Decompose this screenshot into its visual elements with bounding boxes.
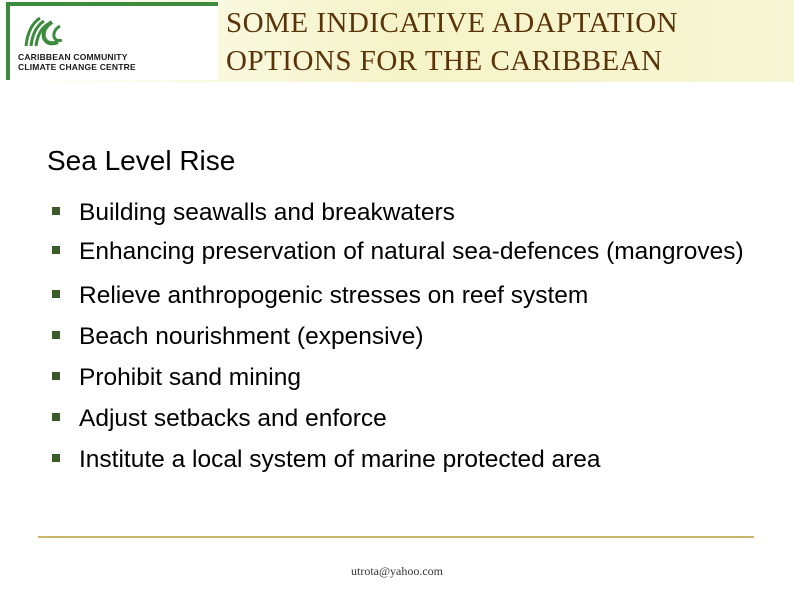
bullet-item xyxy=(47,275,767,316)
logo-text xyxy=(18,52,136,72)
bullet-text: Building seawalls and breakwaters xyxy=(79,199,455,226)
logo-text-line2: CLIMATE CHANGE CENTRE xyxy=(18,62,136,72)
logo-text-line1: CARIBBEAN COMMUNITY xyxy=(18,52,128,62)
bullet-text: Beach nourishment (expensive) xyxy=(79,322,424,350)
square-bullet-icon xyxy=(52,331,60,339)
bullet-item xyxy=(47,439,767,480)
bullet-text: Institute a local system of marine protected area xyxy=(79,445,601,473)
bullet-item xyxy=(47,357,767,398)
bullet-item xyxy=(47,316,767,357)
bullet-text: Prohibit sand mining xyxy=(79,363,301,391)
slide-title-line2: OPTIONS FOR THE CARIBBEAN xyxy=(226,45,663,77)
square-bullet-icon xyxy=(52,372,60,380)
logo-border-top xyxy=(6,2,218,6)
bullet-item xyxy=(47,233,767,275)
bullet-text: Enhancing preservation of natural sea-defences (mangroves) xyxy=(79,238,744,265)
bullet-text: Relieve anthropogenic stresses on reef system xyxy=(79,281,589,309)
bullet-item xyxy=(47,192,767,233)
square-bullet-icon xyxy=(52,246,60,254)
square-bullet-icon xyxy=(52,413,60,421)
footer-email: utrota@yahoo.com xyxy=(350,564,444,578)
slide-title-line1: SOME INDICATIVE ADAPTATION xyxy=(226,7,679,39)
section-heading: Sea Level Rise xyxy=(47,145,236,176)
footer-divider xyxy=(38,536,754,538)
square-bullet-icon xyxy=(52,290,60,298)
square-bullet-icon xyxy=(52,207,60,215)
logo-border-left xyxy=(6,2,10,80)
slide-title xyxy=(226,4,678,80)
bullet-item xyxy=(47,398,767,439)
square-bullet-icon xyxy=(52,454,60,462)
caribbean-climate-logo-icon xyxy=(22,12,66,50)
bullet-list xyxy=(47,192,767,480)
bullet-text: Adjust setbacks and enforce xyxy=(79,404,387,432)
